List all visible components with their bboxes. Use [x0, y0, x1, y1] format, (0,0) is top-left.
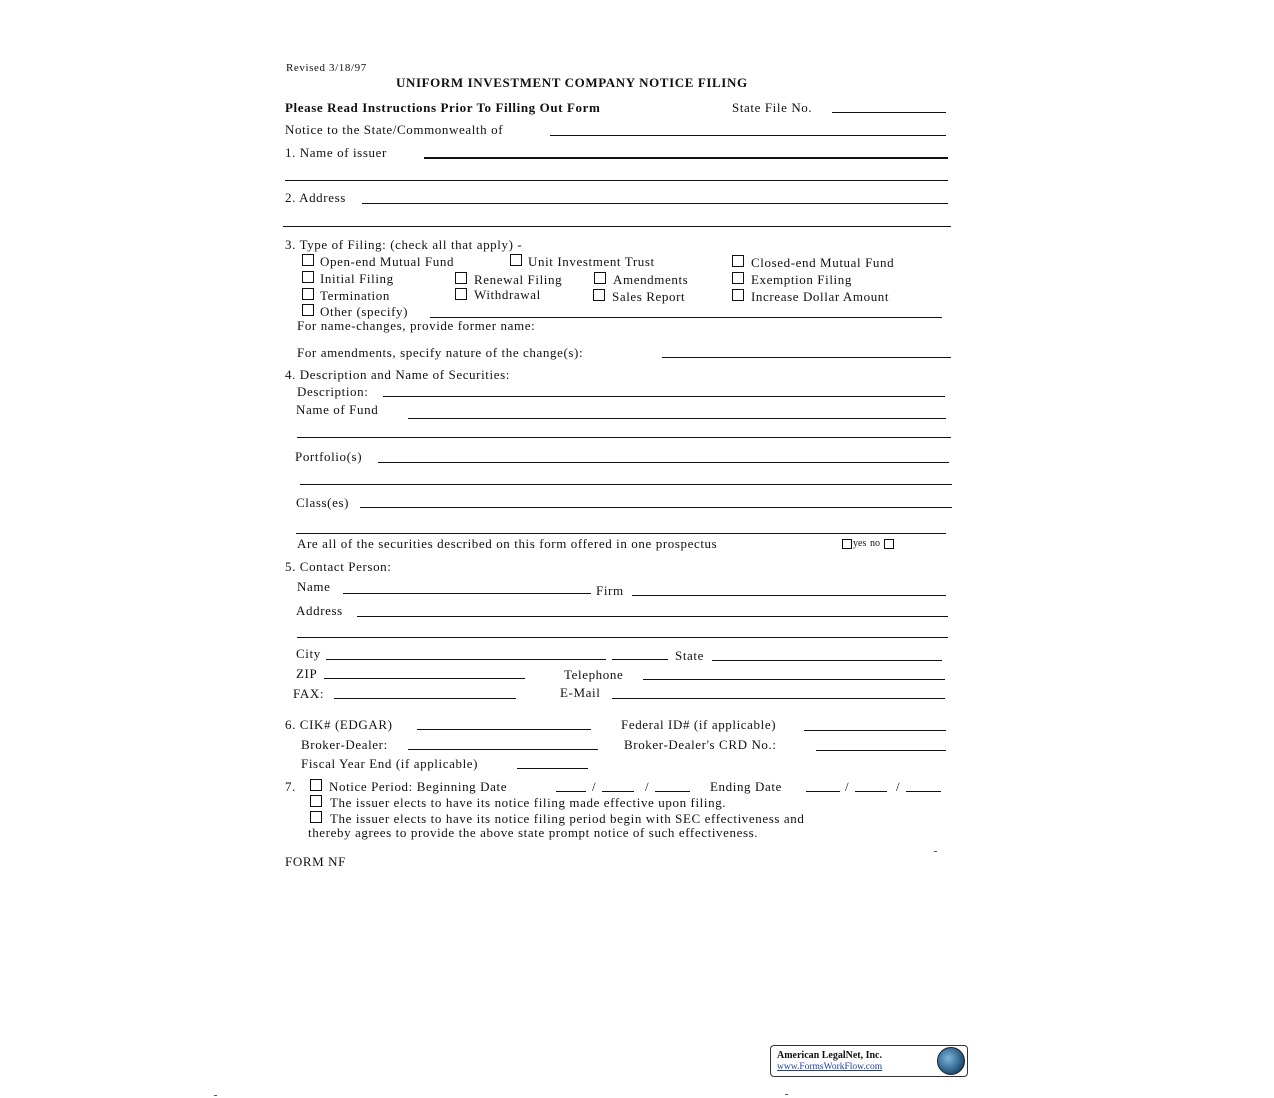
city-field[interactable] [326, 659, 606, 660]
firm-label: Firm [596, 583, 624, 598]
city-label: City [296, 646, 321, 661]
scan-speck [214, 1095, 217, 1096]
upon-filing-label: The issuer elects to have its notice filing made effective upon filing. [330, 795, 727, 810]
notice-to-label: Notice to the State/Commonwealth of [285, 122, 504, 137]
begin-slash-1: / [592, 779, 597, 794]
contact-address-label: Address [296, 603, 343, 618]
initial-label: Initial Filing [320, 271, 394, 286]
fund-name-label: Name of Fund [296, 402, 379, 417]
fax-field[interactable] [334, 698, 516, 699]
issuer-name-field[interactable] [424, 157, 948, 159]
description-field[interactable] [383, 396, 945, 397]
city-field-2[interactable] [612, 659, 668, 660]
federal-id-label: Federal ID# (if applicable) [621, 717, 777, 732]
amendments-nature-label: For amendments, specify nature of the change(s): [297, 345, 584, 360]
end-day-field[interactable] [855, 791, 887, 792]
state-file-label: State File No. [732, 100, 813, 115]
checkbox-initial[interactable] [302, 271, 314, 283]
email-field[interactable] [612, 698, 945, 699]
contact-name-label: Name [297, 579, 331, 594]
withdrawal-label: Withdrawal [474, 287, 541, 302]
fax-label: FAX: [293, 686, 325, 701]
prospectus-yes-label: yes [853, 538, 867, 549]
sec-effectiveness-label-2: thereby agrees to provide the above state prompt notice of such effectiveness. [308, 825, 759, 840]
instructions-note: Please Read Instructions Prior To Filling Out Form [285, 100, 601, 115]
fund-name-field[interactable] [408, 418, 946, 419]
unit-trust-label: Unit Investment Trust [528, 254, 655, 269]
begin-slash-2: / [645, 779, 650, 794]
logo-url[interactable]: www.FormsWorkFlow.com [777, 1062, 883, 1072]
classes-label: Class(es) [296, 495, 350, 510]
end-month-field[interactable] [806, 791, 840, 792]
description-label: Description: [297, 384, 369, 399]
portfolio-field[interactable] [378, 462, 949, 463]
sales-report-label: Sales Report [612, 289, 686, 304]
telephone-label: Telephone [564, 667, 624, 682]
broker-dealer-label: Broker-Dealer: [301, 737, 388, 752]
crd-label: Broker-Dealer's CRD No.: [624, 737, 777, 752]
checkbox-prospectus-no[interactable] [884, 539, 894, 549]
checkbox-prospectus-yes[interactable] [842, 539, 852, 549]
form-title: UNIFORM INVESTMENT COMPANY NOTICE FILING [396, 75, 748, 90]
increase-label: Increase Dollar Amount [751, 289, 890, 304]
address-field[interactable] [362, 203, 948, 204]
state-label: State [675, 648, 704, 663]
checkbox-amendments[interactable] [594, 272, 606, 284]
begin-year-field[interactable] [655, 791, 690, 792]
checkbox-termination[interactable] [302, 288, 314, 300]
name-changes-label: For name-changes, provide former name: [297, 318, 536, 333]
cik-field[interactable] [417, 729, 591, 730]
checkbox-sales-report[interactable] [593, 289, 605, 301]
revised-date: Revised 3/18/97 [286, 62, 367, 74]
securities-label: 4. Description and Name of Securities: [285, 367, 510, 382]
crd-field[interactable] [816, 750, 946, 751]
fiscal-year-field[interactable] [517, 768, 588, 769]
section7-number: 7. [285, 779, 296, 794]
contact-address-field[interactable] [357, 616, 948, 617]
classes-field[interactable] [360, 507, 952, 508]
portfolio-field-2[interactable] [300, 484, 952, 485]
issuer-name-label: 1. Name of issuer [285, 145, 387, 160]
notice-period-label: Notice Period: Beginning Date [329, 779, 508, 794]
federal-id-field[interactable] [804, 730, 946, 731]
termination-label: Termination [320, 288, 390, 303]
checkbox-open-end[interactable] [302, 254, 314, 266]
ending-date-label: Ending Date [710, 779, 782, 794]
state-field[interactable] [712, 660, 942, 661]
checkbox-renewal[interactable] [455, 272, 467, 284]
fund-name-field-2[interactable] [297, 437, 951, 438]
firm-field[interactable] [632, 595, 946, 596]
address-field-2[interactable] [283, 226, 951, 227]
filing-type-label: 3. Type of Filing: (check all that apply) - [285, 237, 523, 252]
globe-icon [937, 1047, 965, 1075]
checkbox-upon-filing[interactable] [310, 795, 322, 807]
end-slash-2: / [896, 779, 901, 794]
checkbox-increase[interactable] [732, 289, 744, 301]
other-label: Other (specify) [320, 304, 409, 319]
classes-field-2[interactable] [296, 533, 946, 534]
contact-name-field[interactable] [343, 593, 591, 594]
scan-speck [785, 1094, 788, 1095]
end-slash-1: / [845, 779, 850, 794]
email-label: E-Mail [560, 685, 601, 700]
end-year-field[interactable] [906, 791, 941, 792]
exemption-label: Exemption Filing [751, 272, 852, 287]
amendments-label: Amendments [613, 272, 689, 287]
checkbox-unit-trust[interactable] [510, 254, 522, 266]
portfolio-label: Portfolio(s) [295, 449, 363, 464]
checkbox-other[interactable] [302, 304, 314, 316]
telephone-field[interactable] [643, 679, 945, 680]
sec-effectiveness-label: The issuer elects to have its notice filing period begin with SEC effectiveness and [330, 811, 805, 826]
zip-label: ZIP [296, 666, 318, 681]
fiscal-year-label: Fiscal Year End (if applicable) [301, 756, 479, 771]
checkbox-closed-end[interactable] [732, 255, 744, 267]
form-nf-label: FORM NF [285, 854, 346, 869]
checkbox-notice-period[interactable] [310, 779, 322, 791]
contact-person-label: 5. Contact Person: [285, 559, 392, 574]
checkbox-sec-effectiveness[interactable] [310, 811, 322, 823]
scan-speck [934, 851, 937, 852]
american-legalnet-logo[interactable] [770, 1045, 968, 1077]
prospectus-no-label: no [870, 538, 880, 549]
logo-company-name: American LegalNet, Inc. [777, 1050, 882, 1061]
open-end-label: Open-end Mutual Fund [320, 254, 455, 269]
cik-label: 6. CIK# (EDGAR) [285, 717, 393, 732]
prospectus-question: Are all of the securities described on this form offered in one prospectus [297, 536, 718, 551]
broker-dealer-field[interactable] [408, 749, 598, 750]
contact-address-field-2[interactable] [297, 637, 948, 638]
renewal-label: Renewal Filing [474, 272, 563, 287]
begin-month-field[interactable] [556, 791, 586, 792]
checkbox-exemption[interactable] [732, 272, 744, 284]
state-file-field[interactable] [832, 112, 946, 113]
state-commonwealth-field[interactable] [550, 135, 946, 136]
address-label: 2. Address [285, 190, 346, 205]
amendments-nature-field[interactable] [662, 357, 951, 358]
checkbox-withdrawal[interactable] [455, 288, 467, 300]
zip-field[interactable] [324, 678, 525, 679]
issuer-name-field-2[interactable] [285, 180, 948, 181]
closed-end-label: Closed-end Mutual Fund [751, 255, 895, 270]
begin-day-field[interactable] [602, 791, 634, 792]
